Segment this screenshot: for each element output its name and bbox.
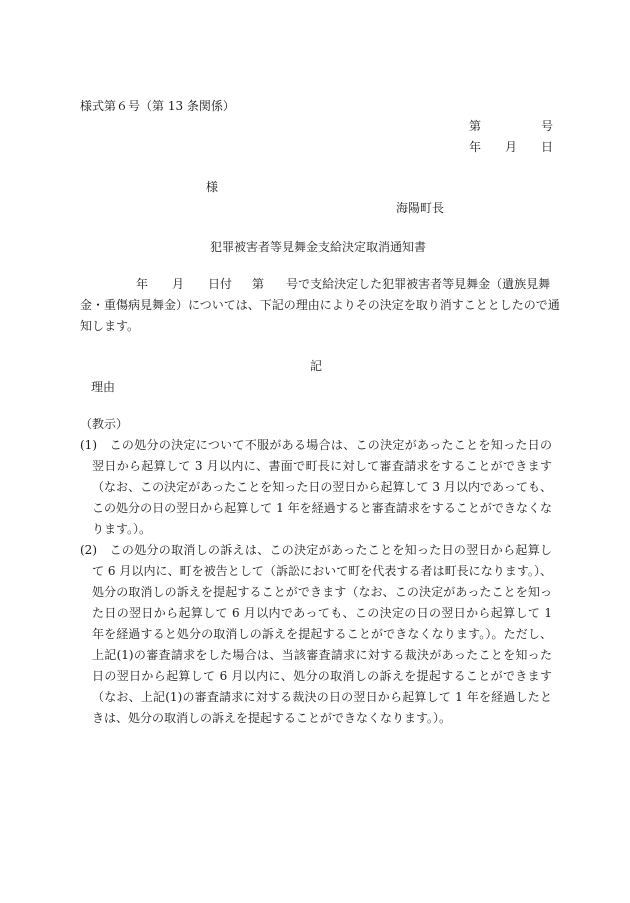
document-number-prefix: 第 xyxy=(469,119,482,133)
instruction-notes xyxy=(80,435,552,729)
date-month: 月 xyxy=(505,140,518,154)
document-number-suffix: 号 xyxy=(541,119,554,133)
notice-body xyxy=(80,274,560,337)
document-title: 犯罪被害者等見舞金支給決定取消通知書 xyxy=(210,240,427,254)
body-number-prefix: 第 xyxy=(252,277,265,291)
date-day: 日 xyxy=(541,140,554,154)
body-year: 年 xyxy=(136,277,149,291)
reason-label: 理由 xyxy=(91,380,116,394)
sender-name: 海陽町長 xyxy=(396,201,445,215)
notice-body-line-1 xyxy=(80,274,552,295)
body-number-rest: 号で支給決定した犯罪被害者等見舞金（遺族見舞 xyxy=(286,277,551,291)
instruction-heading: （教示） xyxy=(80,417,129,431)
body-month: 月 xyxy=(172,277,185,291)
recipient-line: 様 xyxy=(206,180,219,194)
instruction-note-1: (1) この処分の決定について不服がある場合は、この決定があったことを知った日の翌日から起算して 3 月以内に、書面で町長に対して審査請求をすることができます（なお、この決定があったことを知った日の翌日から起算して 3 月以内であっても、この処分の日の翌日から起算して 1 年を経過すると審査請求をすることができなくなります。）。 xyxy=(80,438,552,536)
notice-body-line-3: 知します。 xyxy=(80,319,140,333)
form-label: 様式第６号（第 13 条関係） xyxy=(80,99,235,113)
instruction-note-2: (2) この処分の取消しの訴えは、この決定があったことを知った日の翌日から起算して 6 月以内に、町を被告として（訴訟において町を代表する者は町長になります。）、処分の取消しの訴えを提起することができます（なお、この決定があったことを知った日の翌日から起算して 6 月以内であっても、この決定の日の翌日から起算して 1 年を経過すると処分の取消しの訴えを提起することができなくなります。）。ただし、上記(1)の審査請求をした場合は、当該審査請求に対する裁決があったことを知った日の翌日から起算して 6 月以内に、処分の取消しの訴えを提起することができます（なお、上記(1)の審査請求に対する裁決の日の翌日から起算して 1 年を経過したときは、処分の取消しの訴えを提起することができなくなります。）。 xyxy=(80,543,552,725)
record-label: 記 xyxy=(310,359,323,373)
body-day: 日付 xyxy=(208,277,233,291)
date-year: 年 xyxy=(469,140,482,154)
notice-body-line-2: 金・重傷病見舞金）については、下記の理由によりその決定を取り消すこととしたので通 xyxy=(80,298,560,312)
